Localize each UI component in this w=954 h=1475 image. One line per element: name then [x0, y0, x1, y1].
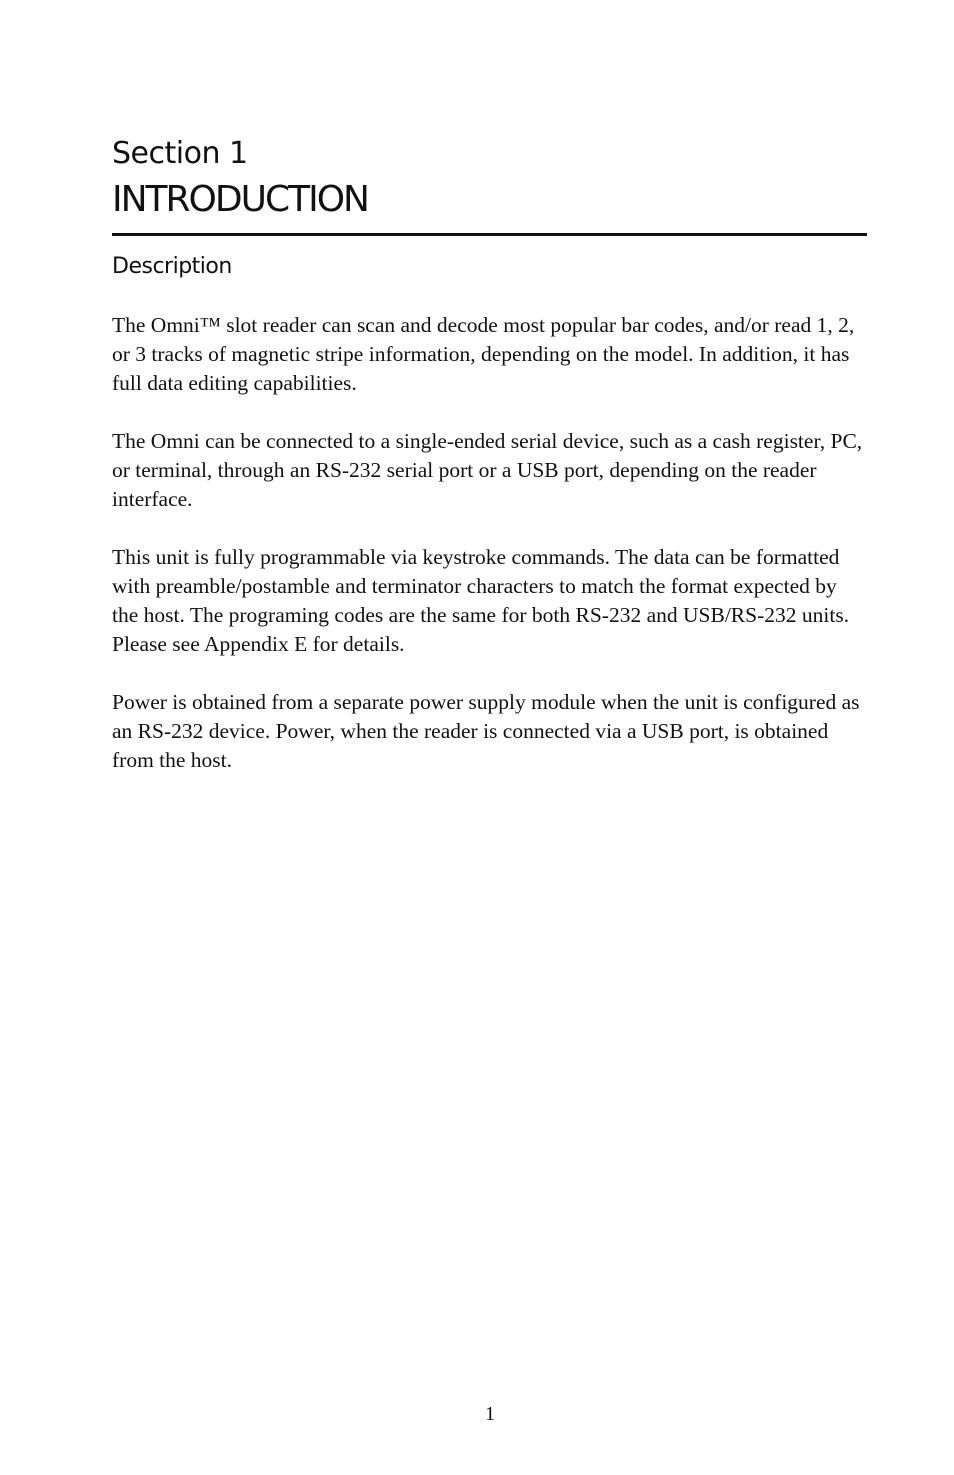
section-label: Section 1 — [112, 136, 248, 171]
paragraph-overview: The Omni™ slot reader can scan and decode most popular bar codes, and/or read 1, 2, or 3 tracks of magnetic stripe information, depending on the model. In addition, it has full data editing capabilities. — [112, 313, 855, 395]
body-text — [112, 311, 867, 804]
page-number: 1 — [485, 1403, 495, 1425]
paragraph-connection: The Omni can be connected to a single-ended serial device, such as a cash register, PC, or terminal, through an RS-232 serial port or a USB port, depending on the reader interface. — [112, 429, 863, 511]
title-divider — [112, 233, 867, 236]
paragraph-power: Power is obtained from a separate power supply module when the unit is configured as an RS-232 device. Power, when the reader is connected via a USB port, is obtained from the host. — [112, 690, 860, 772]
subheading-description: Description — [112, 254, 232, 279]
chapter-title: INTRODUCTION — [112, 179, 368, 220]
paragraph-programming: This unit is fully programmable via keystroke commands. The data can be formatted with preamble/postamble and terminator characters to match the format expected by the host. The programing codes are the same for both RS-232 and USB/RS-232 units. Please see Appendix E for details. — [112, 545, 850, 656]
